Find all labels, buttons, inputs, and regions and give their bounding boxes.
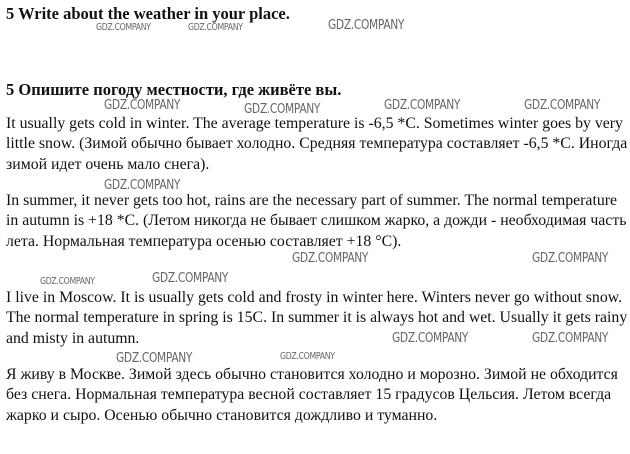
watermark: GDZ.COMPANY [532,251,609,266]
answer-paragraph-1: It usually gets cold in winter. The average temperature is -6,5 *C. Sometimes winter goes by very little snow. (Зимой обычно бывает холодно. Средняя температура составляет -6,5 *C. Иногда зимой идет очень мало снега). [6,115,628,173]
exercise-heading-russian: 5 Опишите погоду местности, где живёте вы. [6,80,342,99]
watermark: GDZ.COMPANY [328,18,405,33]
watermark: GDZ.COMPANY [152,271,229,286]
answer-paragraph-3: I live in Moscow. It is usually gets cold and frosty in winter here. Winters never go without snow. The normal temperature in spring is 15C. In summer it is always hot and wet. Usually it gets rainy and misty in autumn. [6,289,628,347]
watermark: GDZ.COMPANY [104,98,181,113]
watermark: GDZ.COMPANY [244,102,321,117]
watermark: GDZ.COMPANY [292,251,369,266]
watermark: GDZ.COMPANY [524,98,601,113]
watermark: GDZ.COMPANY [116,351,193,366]
answer-paragraph-2: In summer, it never gets too hot, rains are the necessary part of summer. The normal temperature in autumn is +18 *C. (Летом никогда не бывает слишком жарко, а дожди - необходимая часть лета. Нормальная температура осенью составляет +18 °C). [6,192,627,250]
watermark: GDZ.COMPANY [40,276,95,287]
watermark: GDZ.COMPANY [104,178,181,193]
watermark: GDZ.COMPANY [280,351,335,362]
exercise-heading-english: 5 Write about the weather in your place. [6,4,290,23]
watermark: GDZ.COMPANY [188,22,243,33]
watermark: GDZ.COMPANY [384,98,461,113]
watermark: GDZ.COMPANY [96,22,151,33]
answer-paragraph-4: Я живу в Москве. Зимой здесь обычно становится холодно и морозно. Зимой не обходится без снега. Нормальная температура весной составляет 15 градусов Цельсия. Летом всегда жарко и сыро. Осенью обычно становится дождливо и туманно. [6,366,618,424]
watermark: GDZ.COMPANY [532,331,609,346]
watermark: GDZ.COMPANY [392,331,469,346]
